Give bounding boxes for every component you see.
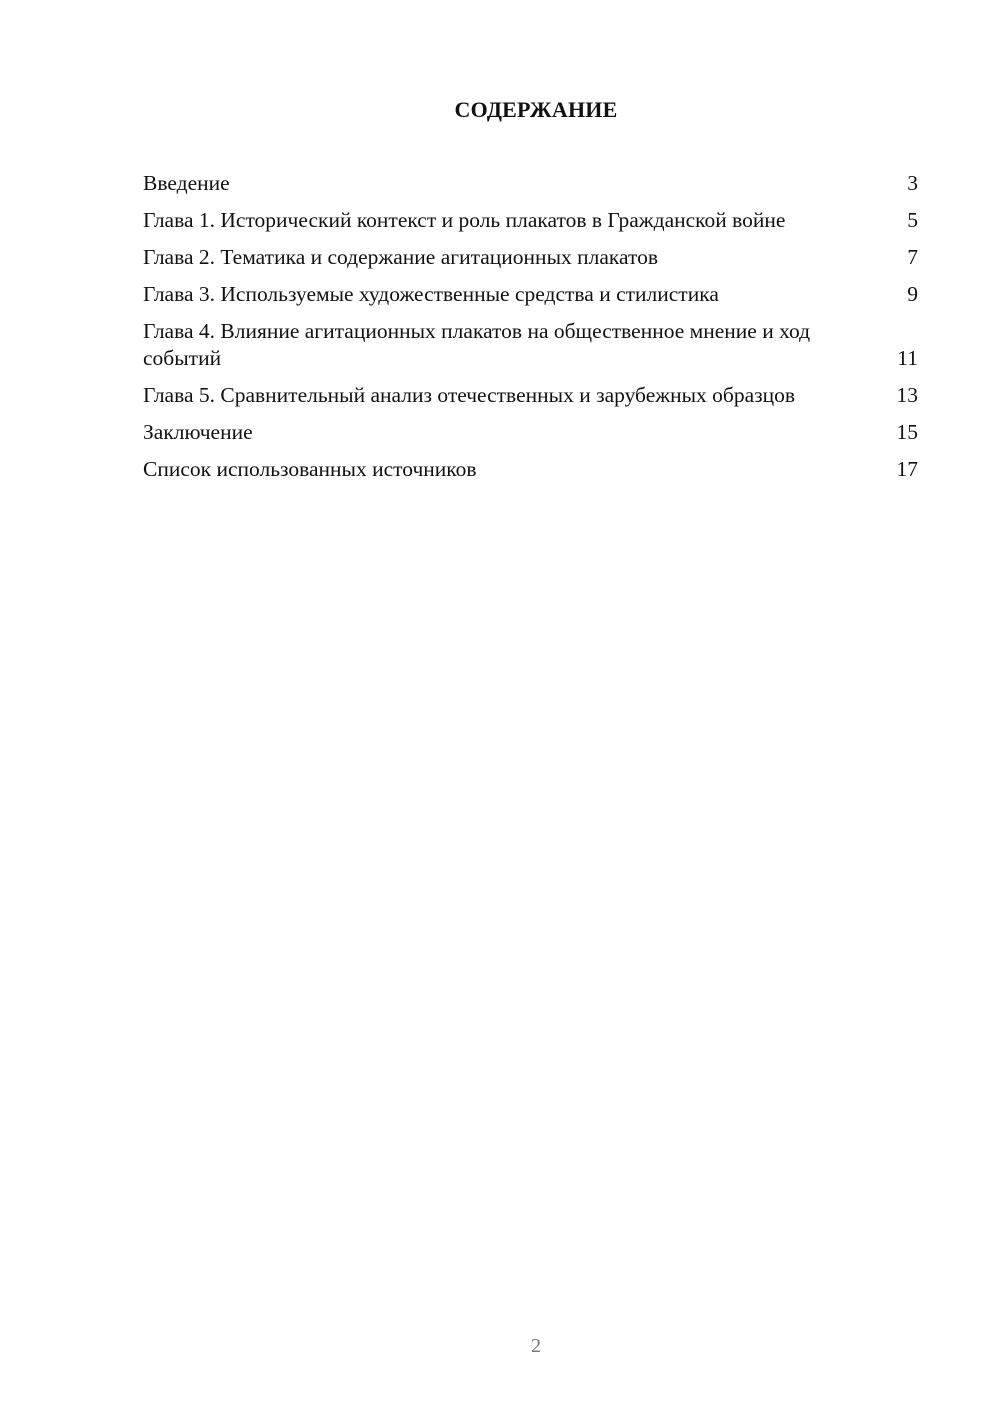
toc-entry-conclusion[interactable] (143, 419, 918, 446)
toc-entry-chapter-5[interactable] (143, 382, 918, 409)
toc-entry-page-number: 9 (907, 282, 918, 306)
toc-entry-label: Глава 1. Исторический контекст и роль плакатов в Гражданской войне (143, 208, 786, 232)
toc-entry-label: Глава 5. Сравнительный анализ отечественных и зарубежных образцов (143, 383, 796, 407)
toc-entry-label: Введение (143, 171, 230, 195)
toc-entry-label: Глава 3. Используемые художественные средства и стилистика (143, 282, 719, 306)
toc-entry-page-number: 17 (896, 457, 918, 481)
toc-entry-label: Глава 2. Тематика и содержание агитационных плакатов (143, 245, 659, 269)
toc-entry-label: Глава 4. Влияние агитационных плакатов на общественное мнение и ход событий (143, 319, 811, 370)
page-number: 2 (531, 1335, 541, 1357)
toc-entry-introduction[interactable] (143, 170, 918, 197)
toc-entry-chapter-3[interactable] (143, 281, 918, 308)
toc-entry-page-number: 3 (907, 171, 918, 195)
toc-entry-page-number: 15 (896, 420, 918, 444)
table-of-contents (143, 170, 918, 493)
toc-entry-label: Список использованных источников (143, 457, 477, 481)
toc-entry-page-number: 7 (907, 245, 918, 269)
page-title: СОДЕРЖАНИЕ (454, 97, 618, 122)
toc-entry-label: Заключение (143, 420, 253, 444)
toc-entry-page-number: 13 (896, 383, 918, 407)
toc-entry-page-number: 11 (897, 346, 918, 370)
toc-entry-references[interactable] (143, 456, 918, 483)
toc-entry-chapter-2[interactable] (143, 244, 918, 271)
toc-entry-page-number: 5 (907, 208, 918, 232)
toc-entry-chapter-4[interactable] (143, 318, 918, 372)
toc-entry-chapter-1[interactable] (143, 207, 918, 234)
